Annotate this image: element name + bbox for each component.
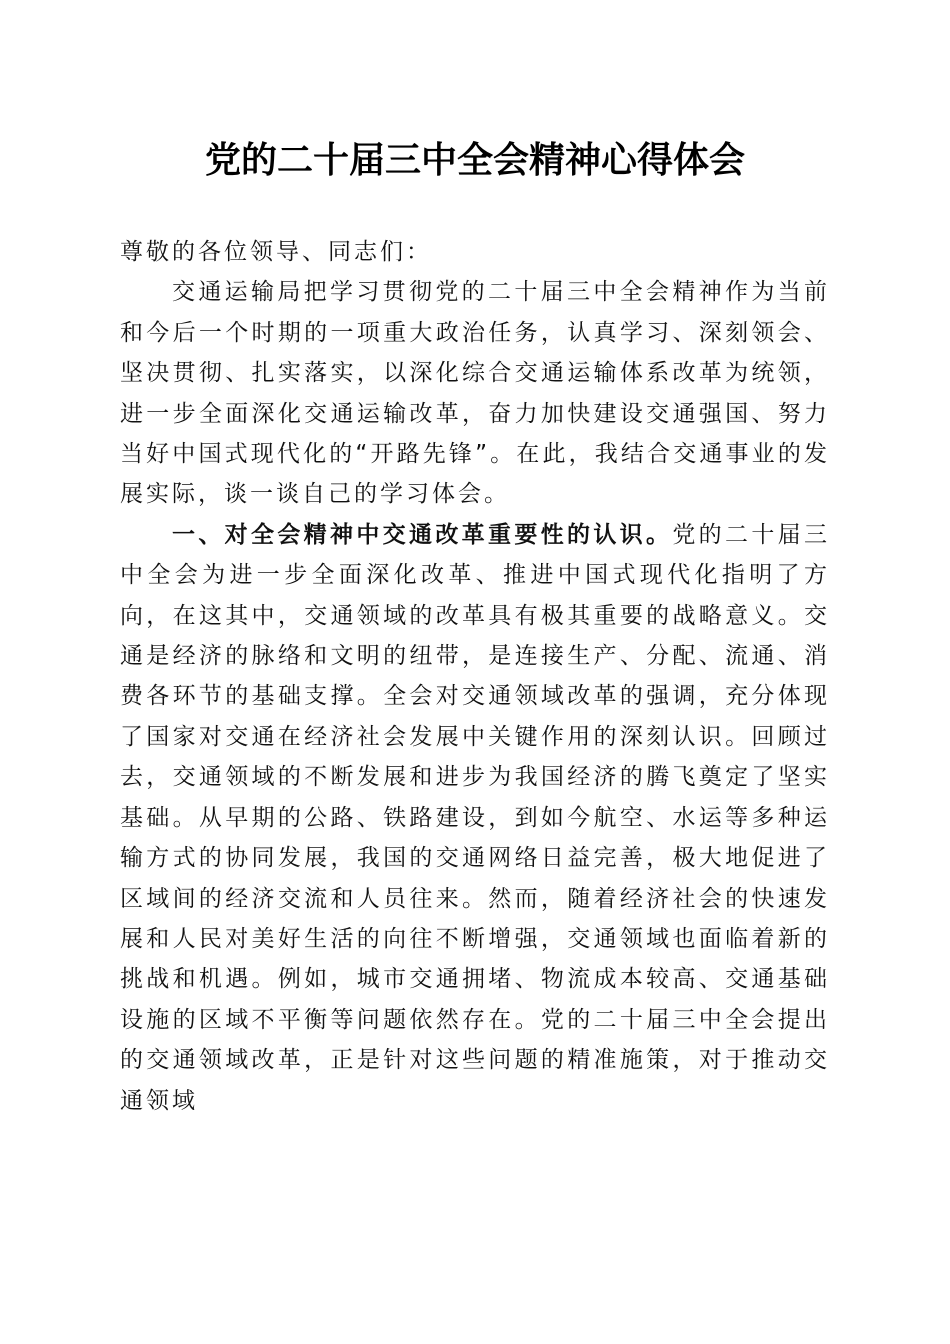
intro-paragraph: 交通运输局把学习贯彻党的二十届三中全会精神作为当前和今后一个时期的一项重大政治任务，认真学习、深刻领会、坚决贯彻、扎实落实，以深化综合交通运输体系改革为统领，进一步全面深化交通运输改革，奋力加快建设交通强国、努力当好中国式现代化的“开路先锋”。在此，我结合交通事业的发展实际，谈一谈自己的学习体会。 [120, 279, 830, 508]
salutation: 尊敬的各位领导、同志们： [120, 239, 432, 265]
section-1-text: 党的二十届三中全会为进一步全面深化改革、推进中国式现代化指明了方向，在这其中，交通领域的改革具有极其重要的战略意义。交通是经济的脉络和文明的纽带，是连接生产、分配、流通、消费各环节的基础支撑。全会对交通领域改革的强调，充分体现了国家对交通在经济社会发展中关键作用的深刻认识。回顾过去，交通领域的不断发展和进步为我国经济的腾飞奠定了坚实基础。从早期的公路、铁路建设，到如今航空、水运等多种运输方式的协同发展，我国的交通网络日益完善，极大地促进了区域间的经济交流和人员往来。然而，随着经济社会的快速发展和人民对美好生活的向往不断增强，交通领域也面临着新的挑战和机遇。例如，城市交通拥堵、物流成本较高、交通基础设施的区域不平衡等问题依然存在。党的二十届三中全会提出的交通领域改革，正是针对这些问题的精准施策，对于推动交通领域 [120, 521, 831, 1114]
document-body [120, 232, 830, 1121]
section-1-heading: 一、对全会精神中交通改革重要性的认识。 [172, 521, 673, 548]
section-1-paragraph [120, 515, 830, 1121]
document-title: 党的二十届三中全会精神心得体会 [204, 139, 745, 181]
